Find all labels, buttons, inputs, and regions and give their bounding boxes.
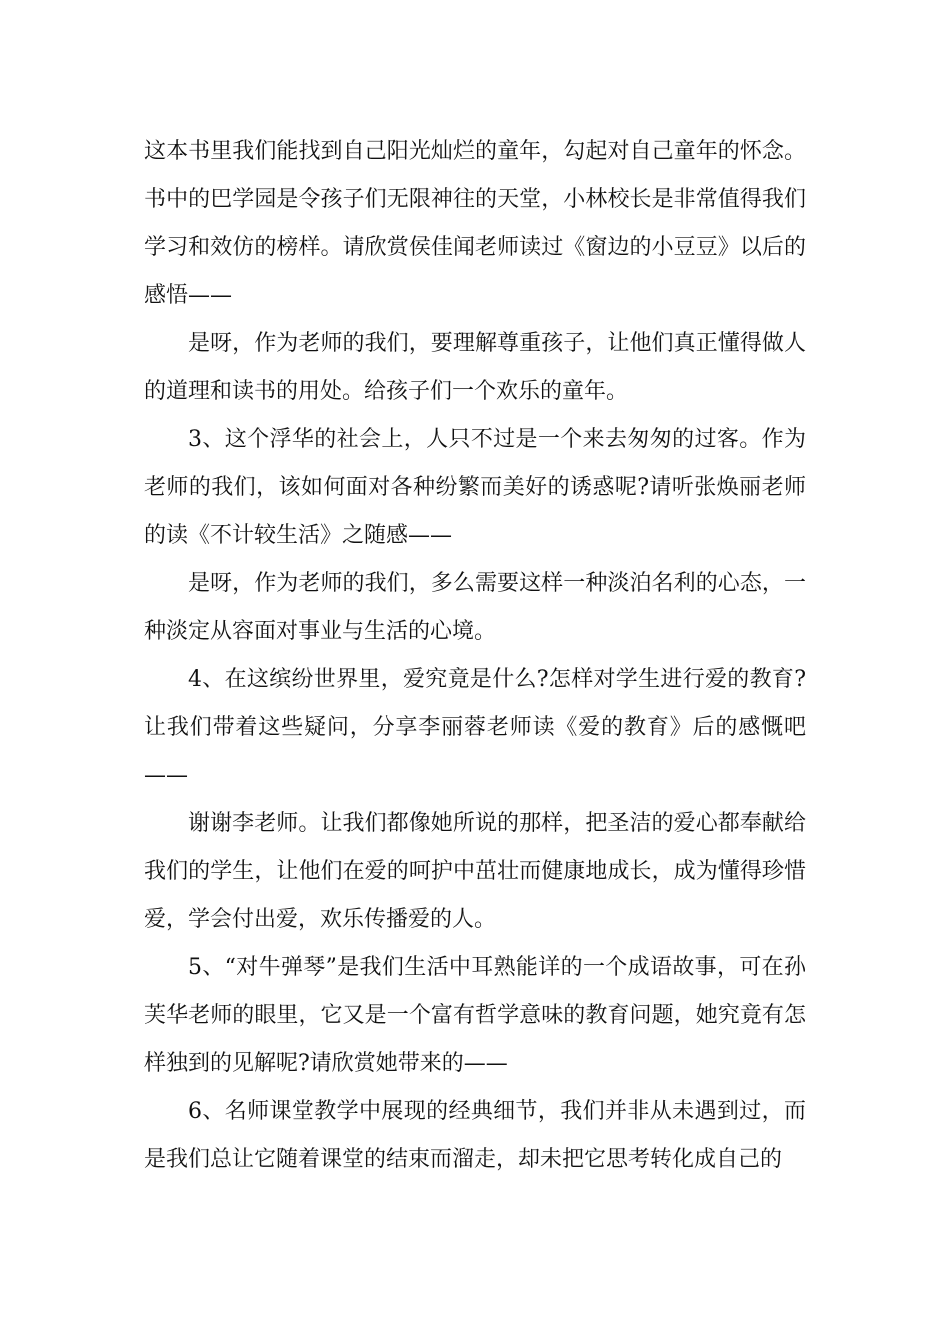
paragraph-6: 谢谢李老师。让我们都像她所说的那样，把圣洁的爱心都奉献给我们的学生，让他们在爱的呵护中茁壮而健康地成长，成为懂得珍惜爱，学会付出爱，欢乐传播爱的人。 bbox=[144, 811, 806, 932]
paragraph-4: 是呀，作为老师的我们，多么需要这样一种淡泊名利的心态，一种淡定从容面对事业与生活的心境。 bbox=[144, 571, 806, 644]
paragraph-5: 4、在这缤纷世界里，爱究竟是什么?怎样对学生进行爱的教育?让我们带着这些疑问，分享李丽蓉老师读《爱的教育》后的感慨吧—— bbox=[144, 667, 806, 788]
paragraph-7: 5、“对牛弹琴”是我们生活中耳熟能详的一个成语故事，可在孙芙华老师的眼里，它又是一个富有哲学意味的教育问题，她究竟有怎样独到的见解呢?请欣赏她带来的—— bbox=[144, 955, 806, 1076]
paragraph-2: 是呀，作为老师的我们，要理解尊重孩子，让他们真正懂得做人的道理和读书的用处。给孩子们一个欢乐的童年。 bbox=[144, 331, 806, 404]
paragraph-1: 这本书里我们能找到自己阳光灿烂的童年，勾起对自己童年的怀念。书中的巴学园是令孩子们无限神往的天堂，小林校长是非常值得我们学习和效仿的榜样。请欣赏侯佳闻老师读过《窗边的小豆豆》以后的感悟—— bbox=[144, 139, 806, 308]
paragraph-8: 6、名师课堂教学中展现的经典细节，我们并非从未遇到过，而是我们总让它随着课堂的结束而溜走，却未把它思考转化成自己的 bbox=[144, 1099, 806, 1172]
document-body bbox=[144, 128, 806, 1184]
paragraph-3: 3、这个浮华的社会上，人只不过是一个来去匆匆的过客。作为老师的我们，该如何面对各种纷繁而美好的诱惑呢?请听张焕丽老师的读《不计较生活》之随感—— bbox=[144, 427, 806, 548]
